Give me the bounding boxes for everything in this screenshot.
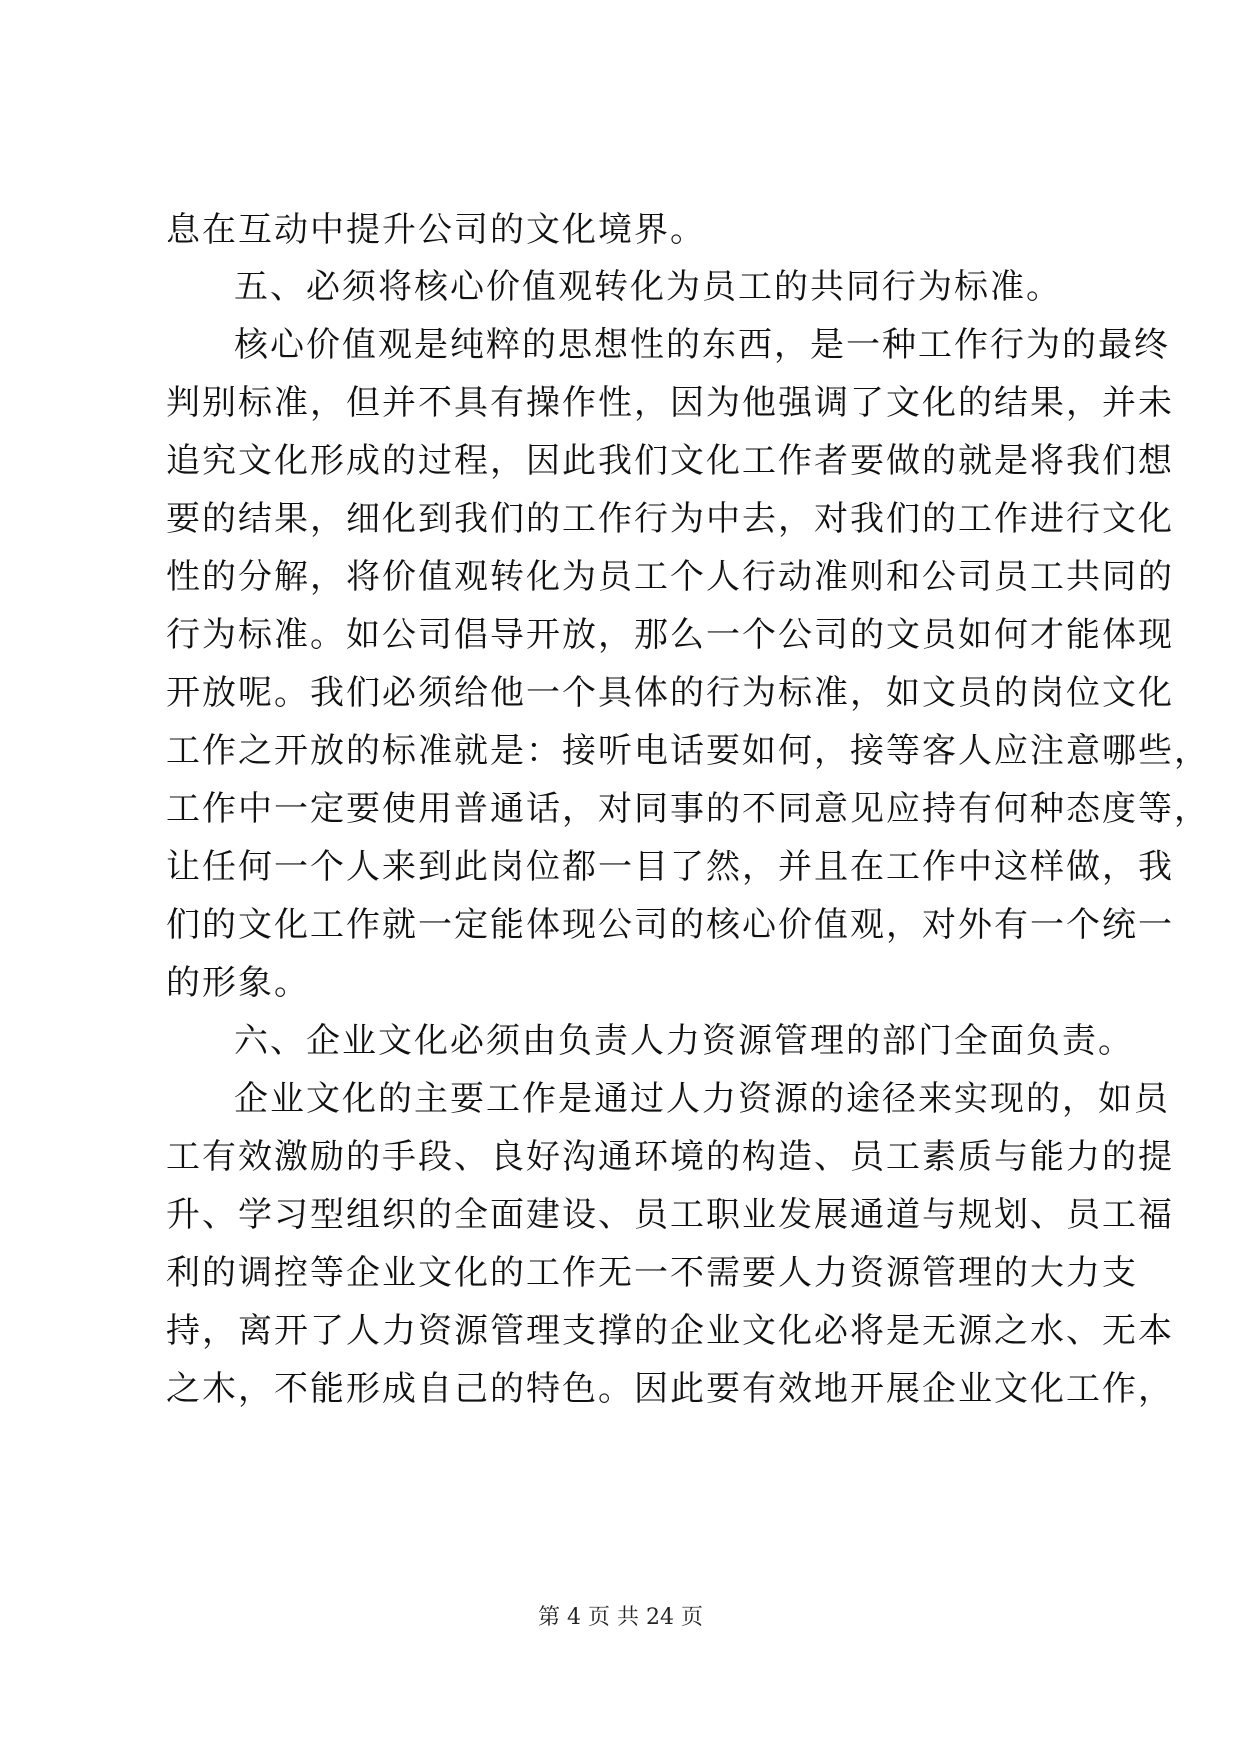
- paragraph-line-5: 性的分解，将价值观转化为员工个人行动准则和公司员工共同的: [166, 557, 1174, 597]
- page-footer: 第 4 页 共 24 页: [538, 1605, 703, 1630]
- paragraph2-line-5: 持，离开了人力资源管理支撑的企业文化必将是无源之水、无本: [166, 1311, 1174, 1351]
- paragraph-line-1: 核心价值观是纯粹的思想性的东西，是一种工作行为的最终: [234, 325, 1170, 365]
- text-line-1: 息在互动中提升公司的文化境界。: [166, 210, 706, 250]
- paragraph-line-8: 工作之开放的标准就是：接听电话要如何，接等客人应注意哪些，: [166, 731, 1210, 771]
- paragraph-line-11: 们的文化工作就一定能体现公司的核心价值观，对外有一个统一: [166, 905, 1174, 945]
- paragraph-line-7: 开放呢。我们必须给他一个具体的行为标准，如文员的岗位文化: [166, 673, 1174, 713]
- paragraph2-line-3: 升、学习型组织的全面建设、员工职业发展通道与规划、员工福: [166, 1195, 1174, 1235]
- paragraph-line-3: 追究文化形成的过程，因此我们文化工作者要做的就是将我们想: [166, 441, 1174, 481]
- paragraph-line-12: 的形象。: [166, 963, 310, 1003]
- paragraph2-line-6: 之木，不能形成自己的特色。因此要有效地开展企业文化工作，: [166, 1369, 1174, 1409]
- paragraph-line-6: 行为标准。如公司倡导开放，那么一个公司的文员如何才能体现: [166, 615, 1174, 655]
- paragraph-line-2: 判别标准，但并不具有操作性，因为他强调了文化的结果，并未: [166, 383, 1174, 423]
- paragraph-line-10: 让任何一个人来到此岗位都一目了然，并且在工作中这样做，我: [166, 847, 1174, 887]
- paragraph2-line-2: 工有效激励的手段、良好沟通环境的构造、员工素质与能力的提: [166, 1137, 1174, 1177]
- paragraph2-line-4: 利的调控等企业文化的工作无一不需要人力资源管理的大力支: [166, 1253, 1138, 1293]
- paragraph-line-4: 要的结果，细化到我们的工作行为中去，对我们的工作进行文化: [166, 499, 1174, 539]
- paragraph-line-9: 工作中一定要使用普通话，对同事的不同意见应持有何种态度等，: [166, 789, 1210, 829]
- section-heading-6: 六、企业文化必须由负责人力资源管理的部门全面负责。: [234, 1021, 1134, 1061]
- section-heading-5: 五、必须将核心价值观转化为员工的共同行为标准。: [234, 267, 1062, 307]
- paragraph2-line-1: 企业文化的主要工作是通过人力资源的途径来实现的，如员: [234, 1079, 1170, 1119]
